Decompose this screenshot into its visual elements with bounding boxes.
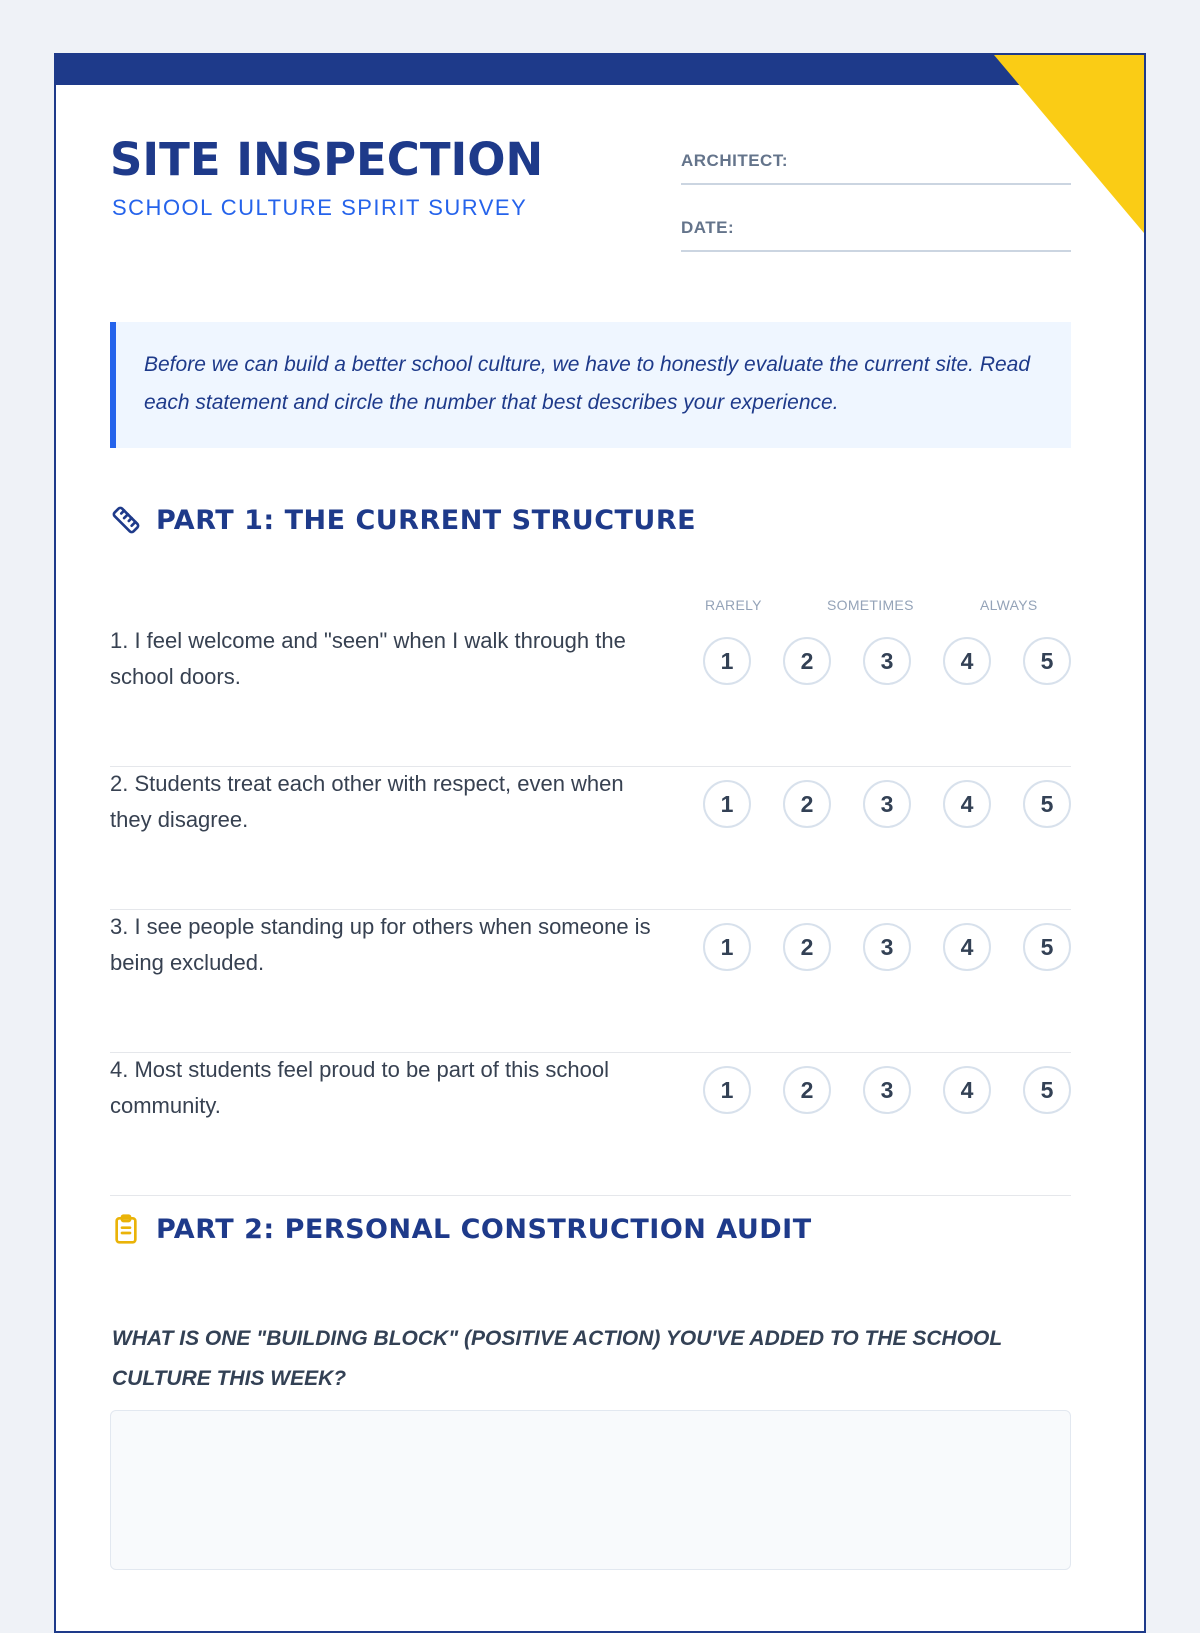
part1-heading: PART 1: THE CURRENT STRUCTURE <box>156 504 697 536</box>
scale-label-rarely: RARELY <box>705 597 762 613</box>
page-subtitle: SCHOOL CULTURE SPIRIT SURVEY <box>112 195 528 220</box>
survey-page <box>54 53 1146 1633</box>
statement-row <box>110 909 1071 1053</box>
architect-field[interactable] <box>681 153 1071 185</box>
corner-accent <box>994 55 1144 233</box>
rating-option-4[interactable]: 4 <box>943 923 991 971</box>
reflection-prompt: WHAT IS ONE "BUILDING BLOCK" (POSITIVE ACTION) YOU'VE ADDED TO THE SCHOOL CULTURE THIS WEEK? <box>112 1327 1002 1390</box>
rating-option-5[interactable]: 5 <box>1023 780 1071 828</box>
rating-option-2[interactable]: 2 <box>783 780 831 828</box>
scale-label-always: ALWAYS <box>980 597 1038 613</box>
top-banner <box>56 55 1144 85</box>
ruler-icon <box>110 504 142 536</box>
rating-option-2[interactable]: 2 <box>783 923 831 971</box>
rating-option-1[interactable]: 1 <box>703 1066 751 1114</box>
statement-text: 4. Most students feel proud to be part of this school community. <box>110 1057 609 1118</box>
rating-option-3[interactable]: 3 <box>863 1066 911 1114</box>
statement-row <box>110 623 1071 767</box>
rating-option-1[interactable]: 1 <box>703 780 751 828</box>
rating-option-1[interactable]: 1 <box>703 637 751 685</box>
rating-option-4[interactable]: 4 <box>943 1066 991 1114</box>
rating-option-4[interactable]: 4 <box>943 637 991 685</box>
part2-header <box>110 1213 812 1245</box>
scale-label-sometimes: SOMETIMES <box>827 597 914 613</box>
rating-option-2[interactable]: 2 <box>783 1066 831 1114</box>
part2-heading: PART 2: PERSONAL CONSTRUCTION AUDIT <box>156 1213 812 1245</box>
rating-option-5[interactable]: 5 <box>1023 637 1071 685</box>
statement-row <box>110 766 1071 910</box>
statement-text: 1. I feel welcome and "seen" when I walk through the school doors. <box>110 628 626 689</box>
rating-option-5[interactable]: 5 <box>1023 923 1071 971</box>
rating-option-3[interactable]: 3 <box>863 923 911 971</box>
reflection-answer-input[interactable] <box>110 1410 1071 1570</box>
rating-option-1[interactable]: 1 <box>703 923 751 971</box>
intro-callout: Before we can build a better school culture, we have to honestly evaluate the current site. Read each statement and circle the number that best describes your experience. <box>110 322 1071 448</box>
rating-option-3[interactable]: 3 <box>863 637 911 685</box>
date-label: DATE: <box>681 218 735 237</box>
statement-row <box>110 1052 1071 1196</box>
statement-text: 2. Students treat each other with respect, even when they disagree. <box>110 771 624 832</box>
rating-option-4[interactable]: 4 <box>943 780 991 828</box>
architect-label: ARCHITECT: <box>681 151 788 170</box>
rating-option-5[interactable]: 5 <box>1023 1066 1071 1114</box>
part1-header <box>110 504 696 536</box>
rating-option-3[interactable]: 3 <box>863 780 911 828</box>
statement-text: 3. I see people standing up for others when someone is being excluded. <box>110 914 651 975</box>
page-title: SITE INSPECTION <box>110 133 544 186</box>
rating-option-2[interactable]: 2 <box>783 637 831 685</box>
date-field[interactable] <box>681 220 1071 252</box>
clipboard-icon <box>110 1213 142 1245</box>
